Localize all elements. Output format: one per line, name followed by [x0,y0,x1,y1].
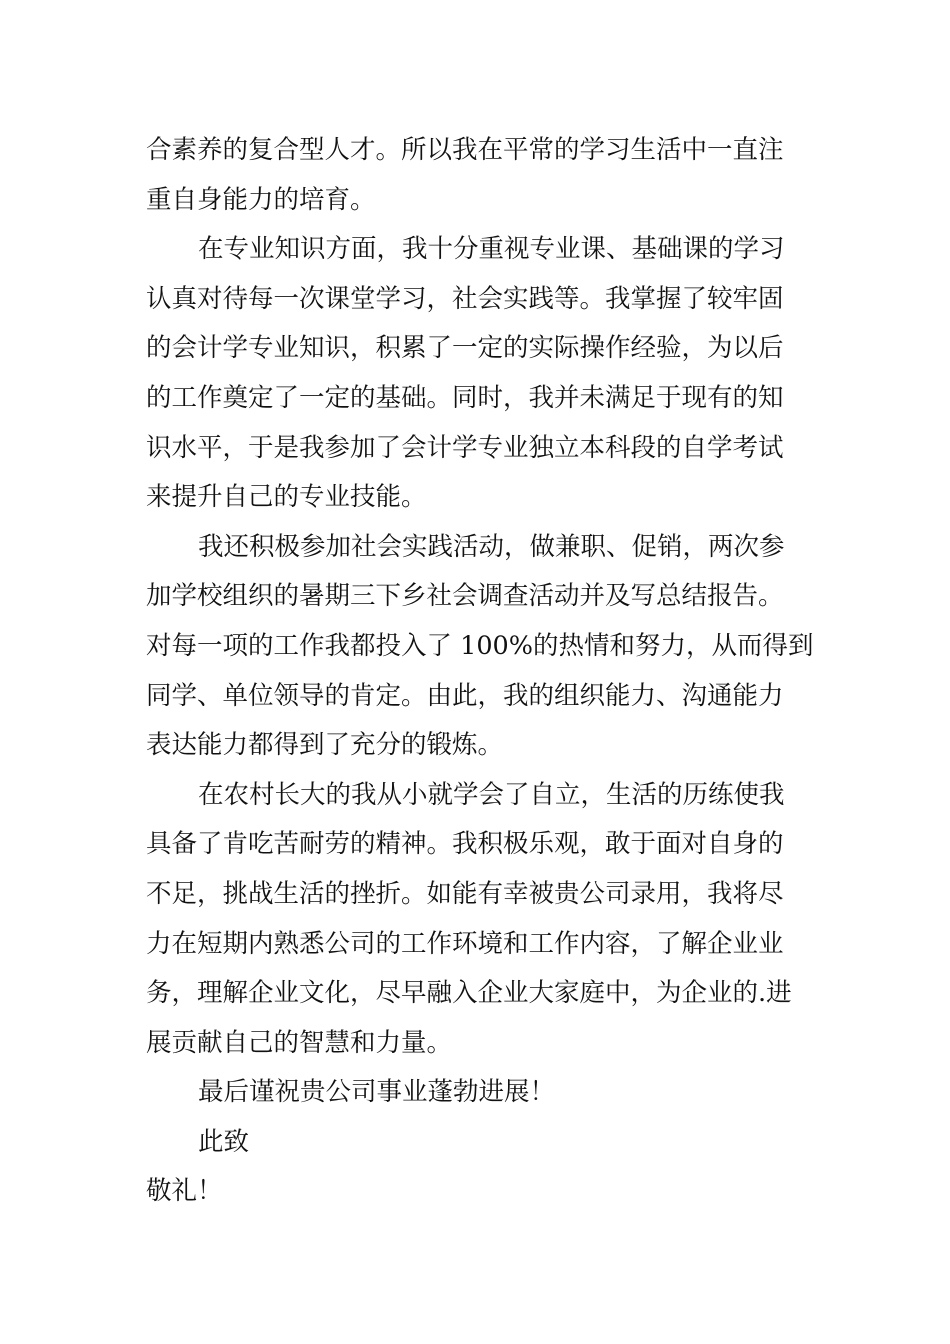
text-line: 我还积极参加社会实践活动，做兼职、促销，两次参 [198,531,785,562]
text-line: 重自身能力的培育。 [146,184,376,215]
text-line: 不足，挑战生活的挫折。如能有幸被贵公司录用，我将尽 [146,878,784,909]
text-line: 敬礼！ [146,1176,223,1207]
letter-body [146,126,826,1217]
text-line: 加学校组织的暑期三下乡社会调查活动并及写总结报告。 [146,581,784,612]
text-line: 表达能力都得到了充分的锻炼。 [146,730,504,761]
text-line: 认真对待每一次课堂学习，社会实践等。我掌握了较牢固 [146,283,784,314]
text-line: 来提升自己的专业技能。 [146,482,427,513]
text-line: 合素养的复合型人才。所以我在平常的学习生活中一直注 [146,135,784,165]
text-line: 的工作奠定了一定的基础。同时，我并未满足于现有的知 [146,382,784,413]
text-line: 同学、单位领导的肯定。由此，我的组织能力、沟通能力 [146,680,784,711]
text-line: 在专业知识方面，我十分重视专业课、基础课的学习 [198,234,785,265]
text-line: 在农村长大的我从小就学会了自立，生活的历练使我 [198,779,785,810]
text-line: 最后谨祝贵公司事业蓬勃进展！ [198,1077,556,1108]
text-line: 力在短期内熟悉公司的工作环境和工作内容，了解企业业 [146,928,784,959]
text-line: 展贡献自己的智慧和力量。 [146,1027,453,1058]
text-line: 的会计学专业知识，积累了一定的实际操作经验，为以后 [146,333,784,364]
text-line: 识水平，于是我参加了会计学专业独立本科段的自学考试 [146,432,784,463]
text-line: 务，理解企业文化，尽早融入企业大家庭中，为企业的.进 [146,978,792,1009]
text-line: 此致 [198,1126,250,1157]
text-line: 对每一项的工作我都投入了 100%的热情和努力，从而得到 [146,630,814,661]
text-line: 具备了肯吃苦耐劳的精神。我积极乐观，敢于面对自身的 [146,829,784,860]
